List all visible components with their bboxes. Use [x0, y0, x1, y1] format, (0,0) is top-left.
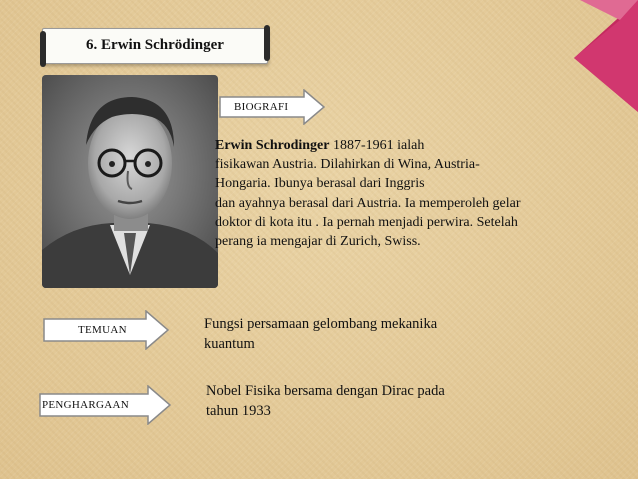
portrait-image: [42, 75, 218, 288]
biografi-label: BIOGRAFI: [234, 101, 289, 113]
page-title: 6. Erwin Schrödinger: [86, 37, 224, 53]
temuan-line-1: Fungsi persamaan gelombang mekanika: [204, 316, 438, 332]
bio-line-1: [215, 136, 605, 155]
temuan-label: TEMUAN: [78, 324, 127, 336]
biography-text: [215, 136, 605, 251]
bio-line-5: doktor di kota itu . Ia pernah menjadi perwira. Setelah: [215, 214, 518, 230]
penghargaan-line-2: tahun 1933: [206, 403, 271, 419]
temuan-text: [204, 314, 437, 354]
scientist-name: Erwin Schrodinger: [215, 138, 330, 153]
corner-decoration: [528, 0, 638, 120]
bio-years: 1887-1961 ialah: [329, 138, 425, 153]
bio-line-6: perang ia mengajar di Zurich, Swiss.: [215, 234, 421, 250]
bio-line-3: Hongaria. Ibunya berasal dari Inggris: [215, 176, 425, 192]
biografi-arrow: [218, 89, 328, 125]
portrait-photo: [42, 75, 218, 288]
bio-line-2: fisikawan Austria. Dilahirkan di Wina, Austria-: [215, 157, 480, 173]
bio-line-4: dan ayahnya berasal dari Austria. Ia memperoleh gelar: [215, 195, 521, 211]
title-banner: [42, 28, 268, 64]
temuan-line-2: kuantum: [204, 336, 255, 352]
penghargaan-arrow: [38, 385, 174, 425]
temuan-arrow: [42, 310, 172, 350]
penghargaan-text: [206, 381, 445, 421]
penghargaan-line-1: Nobel Fisika bersama dengan Dirac pada: [206, 383, 445, 399]
penghargaan-label: PENGHARGAAN: [42, 399, 130, 411]
